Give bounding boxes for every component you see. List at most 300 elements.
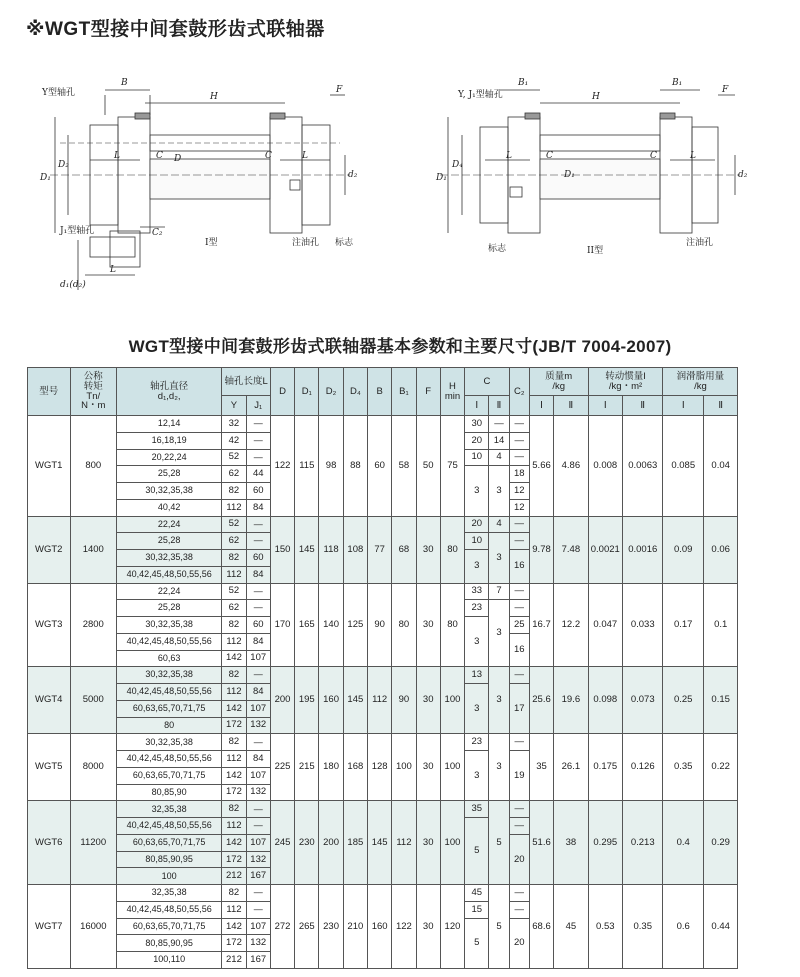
label-type1: I型 (205, 238, 218, 248)
label-L-right: L (302, 151, 308, 161)
table-cell: 212 (222, 868, 246, 885)
table-cell: 30 (465, 416, 489, 433)
table-cell: 212 (222, 952, 246, 969)
table-cell: 30 (416, 667, 440, 734)
table-cell: 80 (440, 516, 464, 583)
table-cell: 0.04 (703, 416, 737, 517)
table-cell: 132 (246, 784, 270, 801)
table-cell: 112 (392, 801, 416, 885)
th-C: C (465, 368, 510, 396)
label-D1-mid: D₁ (564, 170, 575, 180)
table-cell: — (246, 533, 270, 550)
table-cell: — (509, 432, 529, 449)
table-cell: 107 (246, 650, 270, 667)
table-cell: 230 (295, 801, 319, 885)
bore-diameter-cell: 80 (117, 717, 222, 734)
table-cell: 0.4 (663, 801, 703, 885)
table-cell: 210 (343, 885, 367, 969)
table-cell: 44 (246, 466, 270, 483)
table-cell: 0.085 (663, 416, 703, 517)
table-cell: 168 (343, 734, 367, 801)
table-row (28, 516, 773, 533)
label-d1d2: d₁(d₂) (60, 280, 86, 290)
table-cell: 3 (465, 751, 489, 801)
table-cell: 30 (416, 516, 440, 583)
table-cell: 5 (465, 918, 489, 968)
table-cell: 11200 (70, 801, 117, 885)
table-cell: 245 (270, 801, 294, 885)
table-cell: 0.1 (703, 583, 737, 667)
table-cell: 82 (222, 667, 246, 684)
label-L-2-left: L (506, 151, 512, 161)
table-cell: 100 (440, 667, 464, 734)
table-cell: — (509, 734, 529, 751)
table-cell: 82 (222, 885, 246, 902)
table-cell: 0.0021 (588, 516, 622, 583)
table-cell: WGT3 (28, 583, 71, 667)
th-model: 型号 (28, 368, 71, 416)
label-d2: d₂ (348, 170, 358, 180)
table-cell: 35 (465, 801, 489, 818)
table-cell: 5 (465, 818, 489, 885)
bore-diameter-cell: 25,28 (117, 600, 222, 617)
table-cell: 51.6 (529, 801, 553, 885)
table-cell: WGT6 (28, 801, 71, 885)
table-row (28, 734, 773, 751)
table-cell: 25 (509, 617, 529, 634)
table-cell: 0.44 (703, 885, 737, 969)
table-cell: 38 (554, 801, 588, 885)
th-B1: B₁ (392, 368, 416, 416)
bore-diameter-cell: 60,63,65,70,71,75 (117, 834, 222, 851)
bore-diameter-cell: 30,32,35,38 (117, 667, 222, 684)
bore-diameter-cell: 80,85,90,95 (117, 851, 222, 868)
table-cell: 32 (222, 416, 246, 433)
table-cell: 82 (222, 483, 246, 500)
table-cell: 132 (246, 717, 270, 734)
group-wgt4 (28, 667, 773, 734)
label-F-2: F (722, 85, 729, 95)
table-cell: 120 (440, 885, 464, 969)
label-j-bore: J₁型轴孔 (60, 226, 95, 236)
table-cell: 18 (509, 466, 529, 483)
type1-drawing (50, 90, 350, 290)
label-H: H (210, 92, 218, 102)
table-cell: 5.66 (529, 416, 553, 517)
label-C2: C₂ (152, 228, 163, 238)
bore-diameter-cell: 40,42,45,48,50,55,56 (117, 751, 222, 768)
th-D1: D₁ (295, 368, 319, 416)
table-cell: 3 (465, 617, 489, 667)
label-L-detail: L (110, 265, 116, 275)
group-wgt2 (28, 516, 773, 583)
table-cell: 100 (392, 734, 416, 801)
table-cell: 0.29 (703, 801, 737, 885)
table-cell: 90 (392, 667, 416, 734)
bore-diameter-cell: 32,35,38 (117, 885, 222, 902)
table-cell: 82 (222, 617, 246, 634)
table-cell: — (509, 583, 529, 600)
table-cell: 10 (465, 449, 489, 466)
bore-diameter-cell: 60,63,65,70,71,75 (117, 918, 222, 935)
table-cell: 16000 (70, 885, 117, 969)
table-cell: 142 (222, 834, 246, 851)
table-cell: — (246, 516, 270, 533)
table-cell: 17 (509, 684, 529, 734)
table-cell: WGT4 (28, 667, 71, 734)
table-cell: 108 (343, 516, 367, 583)
table-cell: 160 (368, 885, 392, 969)
bore-diameter-cell: 100,110 (117, 952, 222, 969)
type2-drawing (440, 90, 740, 233)
table-cell: 90 (368, 583, 392, 667)
bore-diameter-cell: 60,63,65,70,71,75 (117, 700, 222, 717)
bore-diameter-cell: 40,42,45,48,50,55,56 (117, 818, 222, 835)
table-cell: — (246, 818, 270, 835)
table-cell: 0.008 (588, 416, 622, 517)
table-cell: 25.6 (529, 667, 553, 734)
label-D2: D₂ (58, 160, 69, 170)
th-mass: 质量m /kg (529, 368, 588, 396)
table-cell: — (246, 416, 270, 433)
label-oil-hole-1: 注油孔 (292, 238, 320, 248)
table-cell: 112 (222, 499, 246, 516)
table-cell: — (246, 449, 270, 466)
th-mass-II: Ⅱ (554, 396, 588, 416)
table-cell: 98 (319, 416, 343, 517)
table-cell: 0.213 (622, 801, 663, 885)
table-cell: 142 (222, 918, 246, 935)
table-cell: 200 (319, 801, 343, 885)
table-cell: 112 (222, 901, 246, 918)
th-Y: Y (222, 396, 246, 416)
table-cell: 60 (246, 483, 270, 500)
table-cell: — (246, 600, 270, 617)
table-cell: 82 (222, 801, 246, 818)
th-D2: D₂ (319, 368, 343, 416)
table-cell: 128 (368, 734, 392, 801)
table-cell: 88 (343, 416, 367, 517)
table-header (28, 368, 773, 416)
table-cell: 7.48 (554, 516, 588, 583)
table-cell: 112 (222, 566, 246, 583)
table-cell: 7 (489, 583, 509, 600)
label-F: F (336, 85, 343, 95)
th-J1: J₁ (246, 396, 270, 416)
table-cell: 62 (222, 600, 246, 617)
th-grease: 润滑脂用量 /kg (663, 368, 738, 396)
table-cell: 122 (270, 416, 294, 517)
table-cell: 19.6 (554, 667, 588, 734)
th-mass-I: Ⅰ (529, 396, 553, 416)
table-cell: 3 (489, 667, 509, 734)
table-cell: — (509, 801, 529, 818)
table-cell: WGT7 (28, 885, 71, 969)
table-cell: 80 (440, 583, 464, 667)
table-cell: — (509, 533, 529, 550)
table-cell: 84 (246, 566, 270, 583)
table-cell: 16.7 (529, 583, 553, 667)
table-cell: 170 (270, 583, 294, 667)
table-cell: 42 (222, 432, 246, 449)
table-cell: — (509, 901, 529, 918)
table-cell: 112 (222, 751, 246, 768)
table-cell: 142 (222, 650, 246, 667)
table-cell: 5000 (70, 667, 117, 734)
label-D1-2: D₁ (436, 173, 447, 183)
table-cell: 77 (368, 516, 392, 583)
table-cell: 12 (509, 499, 529, 516)
table-cell: 9.78 (529, 516, 553, 583)
table-cell: 84 (246, 499, 270, 516)
th-C-I: Ⅰ (465, 396, 489, 416)
table-cell: 100 (440, 801, 464, 885)
group-wgt7 (28, 885, 773, 969)
bore-diameter-cell: 80,85,90 (117, 784, 222, 801)
table-cell: 5 (489, 885, 509, 969)
table-cell: WGT5 (28, 734, 71, 801)
table-cell: 0.047 (588, 583, 622, 667)
bore-diameter-cell: 12,14 (117, 416, 222, 433)
table-cell: 0.126 (622, 734, 663, 801)
table-cell: 19 (509, 751, 529, 801)
bore-diameter-cell: 25,28 (117, 533, 222, 550)
table-cell: 50 (416, 416, 440, 517)
table-cell: 30 (416, 885, 440, 969)
table-cell: 132 (246, 935, 270, 952)
label-type2: II型 (587, 246, 604, 256)
bore-diameter-cell: 40,42 (117, 499, 222, 516)
table-cell: 84 (246, 633, 270, 650)
table-cell: 107 (246, 918, 270, 935)
table-cell: 84 (246, 684, 270, 701)
table-cell: 172 (222, 784, 246, 801)
table-cell: — (246, 667, 270, 684)
table-cell: 68 (392, 516, 416, 583)
table-cell: 23 (465, 734, 489, 751)
table-cell: 230 (319, 885, 343, 969)
bore-diameter-cell: 60,63 (117, 650, 222, 667)
table-cell: 4.86 (554, 416, 588, 517)
table-cell: 4 (489, 449, 509, 466)
table-cell: — (509, 600, 529, 617)
table-cell: 172 (222, 851, 246, 868)
table-cell: 0.0063 (622, 416, 663, 517)
coupling-drawings (0, 55, 800, 330)
table-cell: — (509, 667, 529, 684)
table-cell: 125 (343, 583, 367, 667)
table-cell: 2800 (70, 583, 117, 667)
bore-diameter-cell: 20,22,24 (117, 449, 222, 466)
label-B1-right: B₁ (672, 78, 683, 88)
table-cell: 30 (416, 583, 440, 667)
table-cell: 62 (222, 533, 246, 550)
bore-diameter-cell: 22,24 (117, 516, 222, 533)
th-D: D (270, 368, 294, 416)
table-cell: 0.073 (622, 667, 663, 734)
table-cell: 172 (222, 935, 246, 952)
bore-diameter-cell: 60,63,65,70,71,75 (117, 767, 222, 784)
table-row (28, 368, 773, 396)
table-cell: 118 (319, 516, 343, 583)
table-cell: 75 (440, 416, 464, 517)
bore-diameter-cell: 30,32,35,38 (117, 550, 222, 567)
table-cell: 0.06 (703, 516, 737, 583)
table-row (28, 583, 773, 600)
table-cell: 60 (246, 617, 270, 634)
table-cell: 0.53 (588, 885, 622, 969)
th-grease-II: Ⅱ (703, 396, 737, 416)
table-cell: 200 (270, 667, 294, 734)
bore-diameter-cell: 40,42,45,48,50,55,56 (117, 633, 222, 650)
table-cell: 0.09 (663, 516, 703, 583)
table-cell: — (246, 901, 270, 918)
table-cell: 115 (295, 416, 319, 517)
table-cell: — (509, 516, 529, 533)
page-title: ※WGT型接中间套鼓形齿式联轴器 (26, 19, 325, 40)
th-D4: D₄ (343, 368, 367, 416)
table-cell: 45 (465, 885, 489, 902)
table-cell: 107 (246, 767, 270, 784)
th-bore-dia: 轴孔直径 d₁,d₂, (117, 368, 222, 416)
bore-diameter-cell: 22,24 (117, 583, 222, 600)
table-cell: 112 (222, 818, 246, 835)
table-cell: 0.22 (703, 734, 737, 801)
group-wgt5 (28, 734, 773, 801)
table-cell: 112 (222, 633, 246, 650)
table-cell: — (246, 432, 270, 449)
table-cell: 10 (465, 533, 489, 550)
table-cell: 107 (246, 834, 270, 851)
table-cell: 0.098 (588, 667, 622, 734)
label-oil-hole-2: 注油孔 (686, 238, 714, 248)
table-cell: — (509, 449, 529, 466)
table-cell: 13 (465, 667, 489, 684)
cell-torque: 800 (70, 416, 117, 517)
table-cell: 142 (222, 700, 246, 717)
table-cell: 150 (270, 516, 294, 583)
label-D4: D₄ (452, 160, 463, 170)
table-cell: 20 (509, 834, 529, 884)
coupling-drawings-svg (0, 55, 800, 330)
table-cell: 195 (295, 667, 319, 734)
label-D: D (174, 154, 182, 164)
table-cell: 30 (416, 734, 440, 801)
table-cell: 0.033 (622, 583, 663, 667)
th-inertia-I: Ⅰ (588, 396, 622, 416)
table-cell: 20 (465, 432, 489, 449)
table-cell: 185 (343, 801, 367, 885)
table-cell: 132 (246, 851, 270, 868)
table-cell: 45 (554, 885, 588, 969)
cell-model: WGT1 (28, 416, 71, 517)
table-cell: 3 (489, 533, 509, 583)
th-grease-I: Ⅰ (663, 396, 703, 416)
table-cell: 0.295 (588, 801, 622, 885)
th-inertia: 转动惯量I /kg・m² (588, 368, 663, 396)
table-cell: 82 (222, 550, 246, 567)
table-cell: 0.17 (663, 583, 703, 667)
table-cell: 0.15 (703, 667, 737, 734)
table-cell: 68.6 (529, 885, 553, 969)
table-cell: 160 (319, 667, 343, 734)
table-cell: 26.1 (554, 734, 588, 801)
table-cell: 145 (368, 801, 392, 885)
table-row (28, 801, 773, 818)
table-cell: 272 (270, 885, 294, 969)
table-cell: 215 (295, 734, 319, 801)
table-cell: 0.35 (663, 734, 703, 801)
table-cell: — (246, 801, 270, 818)
table-cell: 107 (246, 700, 270, 717)
th-C-II: Ⅱ (489, 396, 509, 416)
label-H-2: H (592, 92, 600, 102)
table-cell: 12 (509, 483, 529, 500)
table-cell: 3 (465, 466, 489, 516)
table-cell: 145 (343, 667, 367, 734)
label-C-left: C (156, 151, 163, 161)
th-H: H min (440, 368, 464, 416)
table-cell: 12.2 (554, 583, 588, 667)
group-wgt1 (28, 416, 773, 517)
table-cell: 15 (465, 901, 489, 918)
table-cell: 52 (222, 516, 246, 533)
label-B: B (121, 78, 128, 88)
bore-diameter-cell: 80,85,90,95 (117, 935, 222, 952)
th-torque: 公称 转矩 Tn/ N・m (70, 368, 117, 416)
table-cell: — (246, 583, 270, 600)
parameters-table (27, 367, 773, 969)
table-cell: 0.6 (663, 885, 703, 969)
table-cell: 225 (270, 734, 294, 801)
table-cell: — (509, 885, 529, 902)
label-mark-2: 标志 (488, 244, 507, 254)
table-cell: 0.175 (588, 734, 622, 801)
label-mark-1: 标志 (335, 238, 354, 248)
bore-diameter-cell: 40,42,45,48,50,55,56 (117, 684, 222, 701)
table-cell: 3 (465, 550, 489, 584)
table-cell: 172 (222, 717, 246, 734)
label-B1-left: B₁ (518, 78, 529, 88)
table-cell: 16 (509, 633, 529, 667)
table-cell: 100 (440, 734, 464, 801)
bore-diameter-cell: 30,32,35,38 (117, 617, 222, 634)
table-cell: 16 (509, 550, 529, 584)
table-cell: 82 (222, 734, 246, 751)
table-cell: 0.35 (622, 885, 663, 969)
table-cell: 20 (509, 918, 529, 968)
table-cell: 52 (222, 583, 246, 600)
table-cell: 5 (489, 801, 509, 885)
table-cell: 8000 (70, 734, 117, 801)
table-row (28, 416, 773, 433)
table-cell: 122 (392, 885, 416, 969)
table-title: WGT型接中间套鼓形齿式联轴器基本参数和主要尺寸(JB/T 7004-2007) (128, 337, 672, 356)
table-cell: 33 (465, 583, 489, 600)
table-cell: 60 (246, 550, 270, 567)
table-cell: 1400 (70, 516, 117, 583)
table-cell: — (509, 416, 529, 433)
table-cell: 265 (295, 885, 319, 969)
bore-diameter-cell: 100 (117, 868, 222, 885)
table-cell: 145 (295, 516, 319, 583)
th-bore-len: 轴孔长度L (222, 368, 271, 396)
table-cell: 142 (222, 767, 246, 784)
table-cell: 62 (222, 466, 246, 483)
table-cell: — (246, 734, 270, 751)
table-cell: 30 (416, 801, 440, 885)
table-cell: 60 (368, 416, 392, 517)
